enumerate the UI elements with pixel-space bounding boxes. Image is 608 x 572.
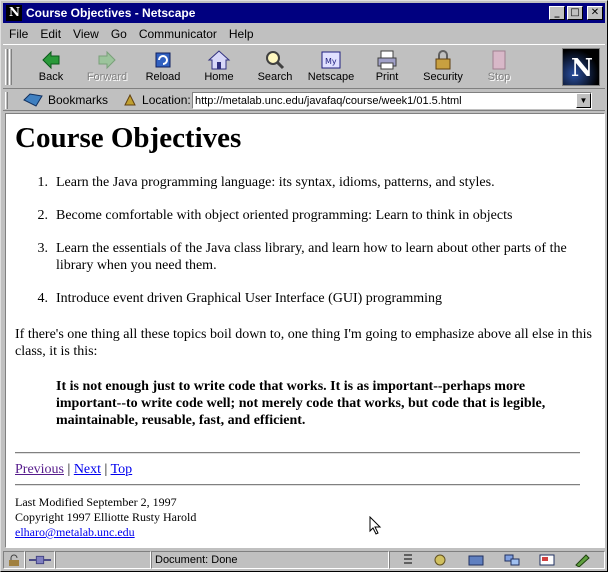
toolbar-grip[interactable]: [5, 49, 8, 85]
page-navigation: [15, 462, 132, 478]
location-label: Location:: [142, 93, 191, 107]
last-modified: Last Modified September 2, 1997: [15, 495, 177, 509]
page-proxy-icon[interactable]: [122, 92, 138, 108]
discussion-icon[interactable]: [503, 553, 521, 567]
window-title: Course Objectives - Netscape: [26, 6, 196, 20]
netscape-n-logo: N: [571, 53, 593, 82]
close-button[interactable]: ✕: [587, 6, 603, 20]
netscape-icon: [319, 49, 343, 71]
search-button[interactable]: [247, 49, 303, 87]
security-button[interactable]: [415, 49, 471, 87]
location-toolbar: [3, 90, 605, 111]
divider: [15, 484, 580, 486]
next-link[interactable]: Next: [73, 462, 102, 477]
list-item: 2. Become comfortable with object oriented programming: Learn to think in objects: [37, 208, 513, 223]
bookmarks-label: Bookmarks: [48, 93, 109, 107]
menu-file[interactable]: File: [9, 26, 29, 41]
nav-separator: |: [67, 462, 71, 477]
menu-view[interactable]: View: [73, 26, 99, 41]
search-icon: [263, 49, 287, 71]
menu-help[interactable]: Help: [228, 26, 254, 41]
progress-bar: [55, 551, 151, 569]
navigator-icon[interactable]: [431, 553, 449, 567]
forward-arrow-icon: [95, 49, 119, 71]
netscape-logo[interactable]: [562, 48, 600, 86]
navigation-toolbar: [3, 44, 605, 89]
security-status[interactable]: [3, 551, 25, 569]
status-bar: [3, 550, 605, 570]
bookmarks-icon: [22, 92, 44, 108]
print-icon: [375, 49, 399, 71]
reload-label: Reload: [145, 71, 181, 83]
list-item: 3. Learn the essentials of the Java class library, and learn how to learn about other parts of the library when you need them.: [37, 241, 567, 273]
objectives-list: [26, 174, 586, 323]
stop-button[interactable]: [471, 49, 527, 87]
print-label: Print: [375, 71, 399, 83]
page-footer: [15, 495, 196, 540]
home-label: Home: [204, 71, 234, 83]
security-lock-icon: [431, 49, 455, 71]
print-button[interactable]: [359, 49, 415, 87]
forward-label: Forward: [86, 71, 128, 83]
top-link[interactable]: Top: [110, 462, 133, 477]
menu-bar: [3, 24, 605, 43]
home-icon: [207, 49, 231, 71]
author-email-link[interactable]: elharo@metalab.unc.edu: [15, 525, 135, 539]
key-quote: It is not enough just to write code that works. It is as important--perhaps more important--to write code well; not merely code that works, but code that is legible, maintainable, reusable, fast, and efficient.: [56, 379, 546, 428]
previous-link[interactable]: Previous: [15, 462, 64, 477]
netscape-label: Netscape: [307, 71, 355, 83]
edit-pen-icon[interactable]: [574, 553, 592, 567]
reload-button[interactable]: [135, 49, 191, 87]
menu-communicator[interactable]: Communicator: [138, 26, 217, 41]
mailbox-icon[interactable]: [467, 553, 485, 567]
reload-icon: [151, 49, 175, 71]
back-button[interactable]: [23, 49, 79, 87]
netscape-app-icon: [6, 5, 22, 21]
component-bar: [389, 551, 605, 569]
url-input[interactable]: http://metalab.unc.edu/javafaq/course/week1/01.5.html: [195, 94, 462, 107]
netscape-button[interactable]: [303, 49, 359, 87]
minimize-button[interactable]: _: [549, 6, 565, 20]
connection-icon: [29, 555, 51, 565]
back-label: Back: [38, 71, 64, 83]
menu-go[interactable]: Go: [110, 26, 127, 41]
stop-icon: [487, 49, 511, 71]
toolbar-grip[interactable]: [9, 49, 12, 85]
maximize-button[interactable]: □: [567, 6, 583, 20]
forward-button[interactable]: [79, 49, 135, 87]
nav-separator: |: [104, 462, 108, 477]
divider: [15, 452, 580, 454]
component-grip-icon[interactable]: [402, 553, 414, 567]
intro-paragraph: If there's one thing all these topics boil down to, one thing I'm going to emphasize above all else in this class, it is this:: [15, 327, 592, 359]
page-title: Course Objectives: [15, 122, 242, 154]
copyright: Copyright 1997 Elliotte Rusty Harold: [15, 510, 197, 524]
toolbar-grip[interactable]: [5, 92, 8, 109]
search-label: Search: [257, 71, 293, 83]
back-arrow-icon: [39, 49, 63, 71]
location-field[interactable]: [192, 92, 592, 109]
title-bar: [3, 3, 605, 23]
bookmarks-button[interactable]: [22, 92, 108, 108]
home-button[interactable]: [191, 49, 247, 87]
list-item: 1. Learn the Java programming language: its syntax, idioms, patterns, and styles.: [37, 175, 495, 190]
status-text: Document: Done: [151, 551, 389, 569]
connection-status: [25, 551, 55, 569]
mouse-pointer-icon: [369, 516, 383, 536]
security-lock-icon: [7, 554, 21, 566]
security-label: Security: [423, 71, 463, 83]
svg-text:My: My: [325, 57, 337, 66]
composer-icon[interactable]: [538, 553, 556, 567]
chevron-down-icon[interactable]: ▼: [576, 93, 591, 108]
stop-label: Stop: [487, 71, 511, 83]
list-item: 4. Introduce event driven Graphical User Interface (GUI) programming: [37, 291, 442, 306]
menu-edit[interactable]: Edit: [40, 26, 62, 41]
page-content: [5, 113, 605, 548]
